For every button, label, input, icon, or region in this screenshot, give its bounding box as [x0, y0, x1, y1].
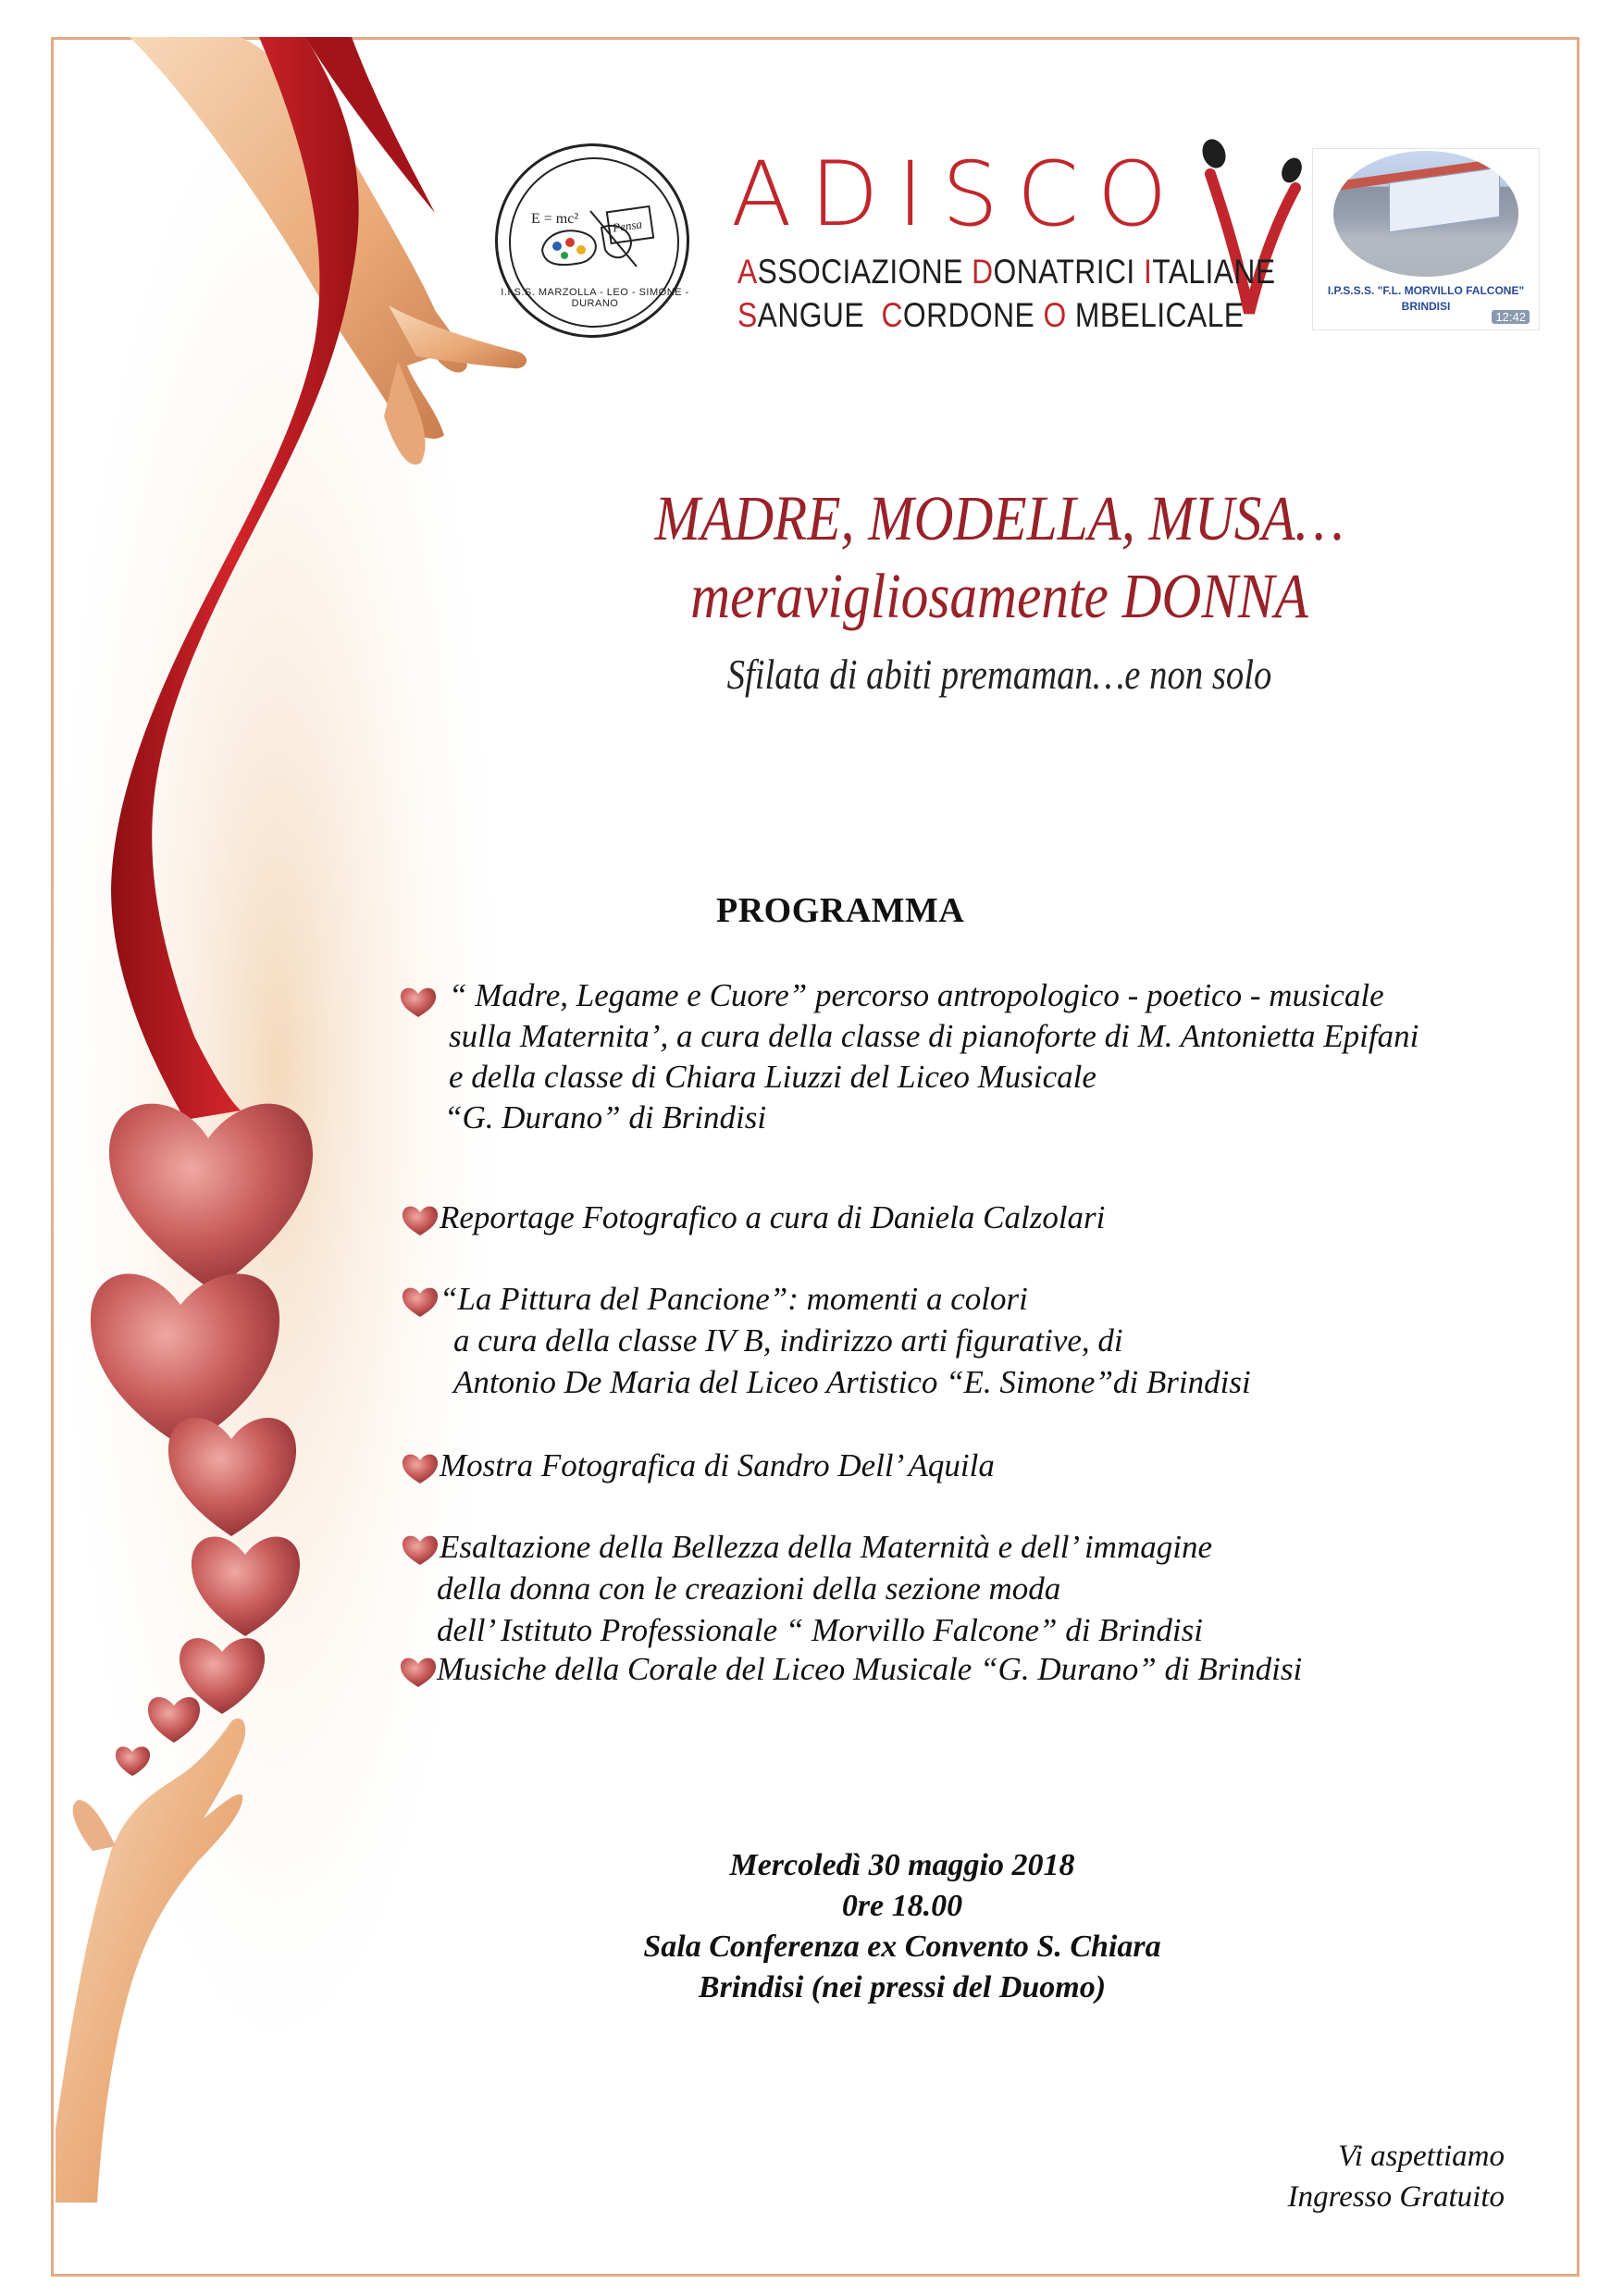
program-heading: PROGRAMMA [716, 891, 965, 930]
warm-glow [37, 0, 518, 2128]
initial-i: I [1143, 253, 1153, 291]
heart-bullet-icon [402, 1285, 439, 1318]
adisco-tagline-2 [737, 296, 1244, 335]
institute-caption: I.P.S.S.S. "F.L. MORVILLO FALCONE" [1327, 284, 1525, 297]
word-rest: ORDONE [902, 296, 1044, 334]
word-rest: ONATRICI [993, 253, 1144, 291]
program-item-6-line-1: Musiche della Corale del Liceo Musicale “G. Durano” di Brindisi [437, 1651, 1303, 1687]
word-rest: SSOCIAZIONE [757, 253, 973, 291]
school-building-photo [1333, 151, 1518, 277]
event-venue: Sala Conferenza ex Convento S. Chiara [643, 1930, 1161, 1964]
word-rest: ANGUE [757, 296, 882, 334]
svg-text:Pensa: Pensa [612, 217, 643, 235]
program-item-3-line-3: Antonio De Maria del Liceo Artistico “E. Simone”di Brindisi [453, 1364, 1251, 1400]
heart-bullet-icon [400, 985, 437, 1018]
event-title-line-2: meravigliosamente DONNA [690, 561, 1308, 631]
adisco-logo-text: ADISCO [731, 143, 1186, 246]
event-subtitle: Sfilata di abiti premaman…e non solo [726, 652, 1272, 698]
school-logo-formula: E = mc² [531, 211, 579, 227]
program-item-3-line-1: “La Pittura del Pancione”: momenti a colori [440, 1281, 1028, 1317]
palette-violin-icon [498, 146, 692, 341]
initial-o: O [1043, 296, 1067, 334]
program-item-1-line-4: “G. Durano” di Brindisi [444, 1099, 767, 1136]
closing-free-entry: Ingresso Gratuito [1287, 2180, 1505, 2214]
photo-timestamp: 12:42 [1492, 310, 1530, 324]
closing-invitation: Vi aspettiamo [1338, 2140, 1505, 2173]
event-location: Brindisi (nei pressi del Duomo) [698, 1970, 1107, 2004]
heart-bullet-icon [402, 1203, 439, 1236]
program-item-4-line-1: Mostra Fotografica di Sandro Dell’ Aquila [440, 1447, 995, 1483]
program-item-3-line-2: a cura della classe IV B, indirizzo arti figurative, di [453, 1322, 1123, 1359]
initial-a: A [737, 253, 758, 291]
program-item-5-line-1: Esaltazione della Bellezza della Maternità e dell’ immagine [440, 1529, 1212, 1565]
program-item-5-line-2: della donna con le creazioni della sezione moda [437, 1570, 1061, 1607]
program-item-1-line-2: sulla Maternita’, a cura della classe di pianoforte di M. Antonietta Epifani [449, 1018, 1419, 1054]
heart-bullet-icon [400, 1655, 437, 1688]
school-logo [495, 143, 689, 338]
program-item-2-line-1: Reportage Fotografico a cura di Daniela Calzolari [440, 1199, 1106, 1235]
initial-d: D [972, 253, 994, 291]
adisco-tagline-1 [737, 253, 1275, 292]
event-time: 0re 18.00 [841, 1889, 963, 1923]
heart-bullet-icon [402, 1533, 439, 1566]
program-item-1-line-3: e della classe di Chiara Liuzzi del Liceo Musicale [449, 1059, 1096, 1095]
word-rest: TALIANE [1152, 253, 1276, 291]
event-date: Mercoledì 30 maggio 2018 [729, 1848, 1075, 1882]
institute-logo [1312, 148, 1540, 330]
event-title-line-1: MADRE, MODELLA, MUSA… [654, 483, 1344, 553]
heart-bullet-icon [402, 1451, 439, 1484]
adisco-figure-icon [1194, 137, 1305, 322]
initial-c: C [881, 296, 903, 334]
school-logo-ring-text: I.I.S.S. MARZOLLA - LEO - SIMONE - DURANO [501, 287, 689, 309]
program-item-5-line-3: dell’ Istituto Professionale “ Morvillo Falcone” di Brindisi [437, 1612, 1203, 1648]
word-rest: MBELICALE [1066, 296, 1245, 334]
initial-s: S [737, 296, 758, 334]
institute-city: BRINDISI [1401, 300, 1451, 313]
program-item-1-line-1: “ Madre, Legame e Cuore” percorso antropologico - poetico - musicale [449, 977, 1384, 1013]
